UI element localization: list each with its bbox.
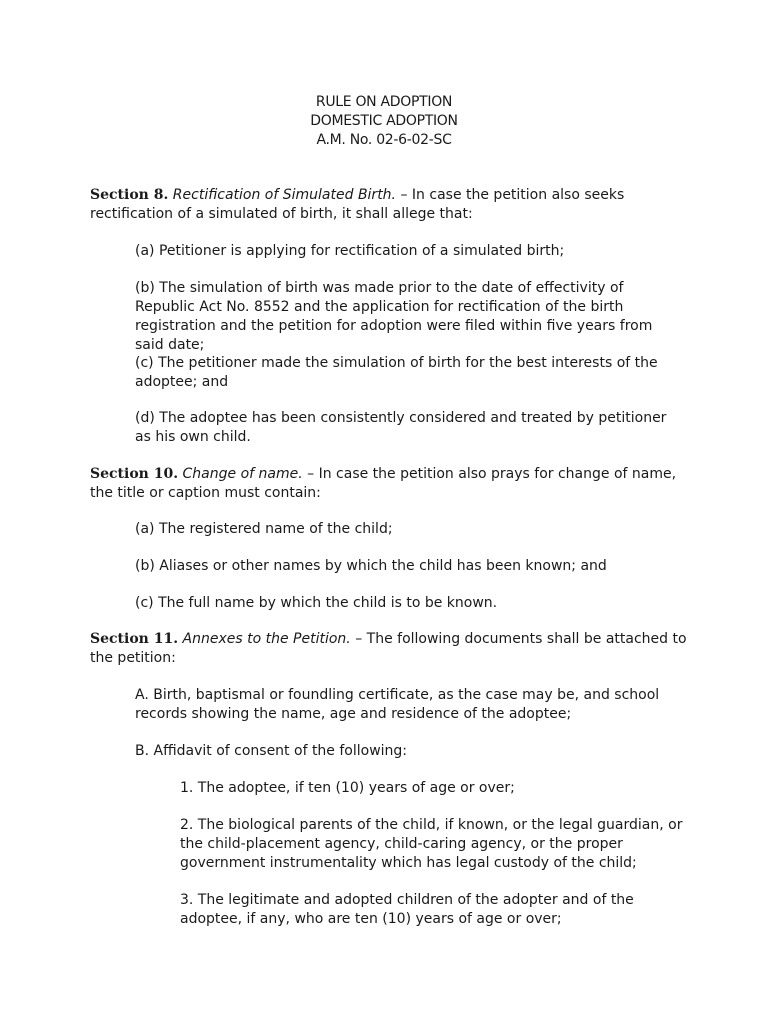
consent-item-3: 3. The legitimate and adopted children of the adopter and of the adoptee, if any, who are ten (10) years of age or over; [180,892,634,927]
section-10-number: Section 10. [90,466,179,482]
section-11-title: Annexes to the Petition. [182,631,351,647]
section-10-title: Change of name. [182,466,303,482]
section-8-heading [90,186,690,224]
section-11-number: Section 11. [90,631,179,647]
header-case-number: A.M. No. 02-6-02-SC [316,132,452,148]
header-subtitle: DOMESTIC ADOPTION [310,113,458,129]
section-8-item-a: (a) Petitioner is applying for rectification of a simulated birth; [135,243,565,259]
section-8-title: Rectification of Simulated Birth. [172,187,397,203]
section-8-text: – In case the petition also seeks rectification of a simulated of birth, it shall allege that: [90,187,625,222]
consent-item-2: 2. The biological parents of the child, if known, or the legal guardian, or the child-placement agency, child-caring agency, or the proper government instrumentality which has legal custody of the child; [180,817,683,871]
header-rule-title: RULE ON ADOPTION [315,94,453,110]
section-11-item-A: A. Birth, baptismal or foundling certificate, as the case may be, and school records showing the name, age and residence of the adoptee; [135,687,660,722]
section-10-item-c: (c) The full name by which the child is to be known. [135,595,498,611]
section-10-item-a: (a) The registered name of the child; [135,521,393,537]
section-10-heading [90,465,690,503]
section-11-heading [90,630,690,668]
section-10-text: – In case the petition also prays for change of name, the title or caption must contain: [90,466,677,501]
section-8-item-d: (d) The adoptee has been consistently considered and treated by petitioner as his own child. [135,410,667,445]
section-8-item-c: (c) The petitioner made the simulation of birth for the best interests of the adoptee; and [135,355,658,390]
section-8-item-b: (b) The simulation of birth was made prior to the date of effectivity of Republic Act No. 8552 and the application for rectification of the birth registration and the petition for adoption were filed within five years from said date; [135,280,653,353]
consent-item-1: 1. The adoptee, if ten (10) years of age or over; [180,780,515,796]
section-11-text: – The following documents shall be attached to the petition: [90,631,687,666]
section-10-item-b: (b) Aliases or other names by which the child has been known; and [135,558,607,574]
section-11-item-B: B. Affidavit of consent of the following: [135,743,408,759]
section-8-number: Section 8. [90,187,169,203]
document-header [0,93,768,150]
